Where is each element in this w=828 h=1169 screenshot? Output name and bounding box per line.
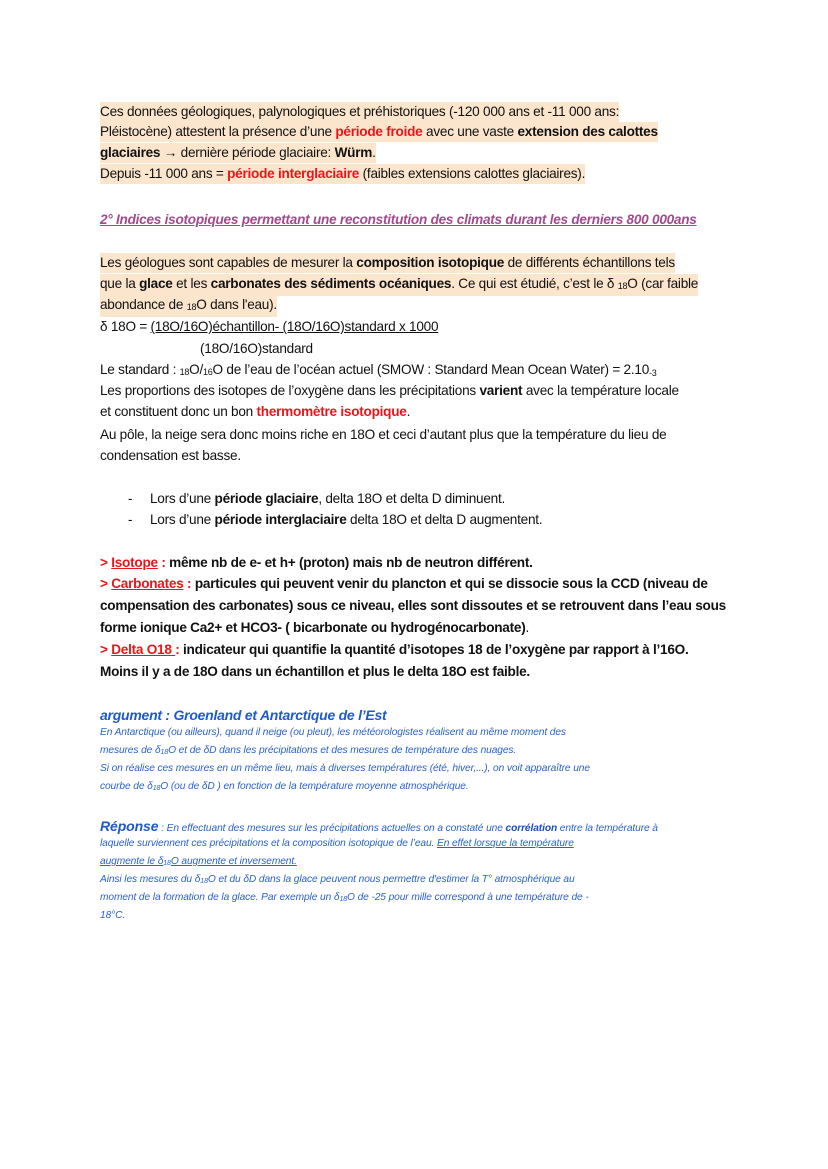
text-run: En Antarctique (ou ailleurs), quand il neige (ou pleut), les météorologistes réalisent au même moment des — [100, 727, 566, 738]
text-run: : En effectuant des mesures sur les précipitations actuelles on a constaté une — [158, 823, 506, 834]
text-line — [100, 274, 698, 296]
text-run: condensation est basse. — [100, 448, 241, 463]
text-line — [100, 574, 708, 594]
text-run: Moins il y a de 18O dans un échantillon et plus le delta 18O est faible. — [100, 664, 530, 679]
text-run: (18O/16O)standard — [200, 341, 313, 356]
text-run: . — [525, 620, 530, 635]
text-run: période interglaciaire — [227, 166, 360, 181]
text-line — [100, 210, 697, 230]
text-run: extension des calottes — [517, 124, 658, 139]
text-run: 18 — [163, 860, 171, 867]
text-run: indicateur qui quantifie la quantité d’isotopes 18 de l’oxygène par rapport à l’16O. — [183, 642, 689, 657]
text-run: 18°C. — [100, 910, 126, 921]
text-run: > — [100, 555, 112, 570]
text-line — [100, 890, 589, 908]
text-line — [100, 618, 529, 638]
text-run: . — [406, 404, 411, 419]
text-line — [100, 402, 410, 422]
text-run: courbe de δ — [100, 781, 153, 792]
text-run: 18 — [200, 878, 208, 885]
text-run: 18 — [160, 749, 169, 756]
text-run: particules qui peuvent venir du plancton et qui se dissocie sous la CCD (niveau de — [194, 576, 708, 591]
text-run: Isotope — [111, 555, 158, 570]
section-heading: 2° Indices isotopiques permettant une reconstitution des climats durant les derniers 800 000ans — [100, 212, 697, 227]
text-run: abondance de — [100, 297, 187, 312]
text-run: (faibles extensions calottes glaciaires). — [359, 166, 586, 181]
text-line — [100, 854, 297, 872]
text-line — [200, 339, 313, 359]
argument-heading: argument : Groenland et Antarctique de l’Est — [100, 707, 387, 723]
text-line — [100, 743, 516, 761]
text-run: δ 18O = — [100, 319, 151, 334]
text-run: Carbonates — [111, 576, 184, 591]
text-run: Le standard : — [100, 362, 180, 377]
text-line — [100, 596, 726, 616]
bullet-dash: - — [128, 512, 133, 527]
bullet-item — [128, 510, 543, 530]
text-run: et les — [172, 276, 211, 291]
text-run: 16 — [203, 367, 213, 377]
text-line — [100, 164, 585, 184]
text-run: O de -25 pour mille correspond à une température de - — [347, 892, 589, 903]
text-run: composition isotopique — [356, 255, 505, 270]
text-run: thermomètre isotopique — [256, 404, 407, 419]
text-line — [100, 908, 125, 924]
text-run: 18 — [339, 896, 348, 903]
text-run: Lors d’une — [150, 512, 215, 527]
text-line — [100, 553, 533, 573]
response-label: Réponse — [100, 818, 159, 834]
text-line — [100, 818, 658, 837]
text-line — [100, 872, 575, 890]
text-line — [100, 779, 469, 797]
text-run: Au pôle, la neige sera donc moins riche en 18O et ceci d’autant plus que la température du lieu de — [100, 427, 667, 442]
bullet-item — [128, 489, 506, 509]
text-run: , delta 18O et delta D diminuent. — [318, 491, 506, 506]
text-run: compensation des carbonates) sous ce niveau, elles sont dissoutes et se retrouvent dans l’eau sous — [100, 598, 726, 613]
text-run: varient — [479, 383, 523, 398]
text-line — [100, 143, 376, 163]
text-run: Ainsi les mesures du δ — [100, 874, 201, 885]
text-line — [100, 662, 530, 682]
text-line — [100, 705, 386, 726]
text-run: Ces données géologiques, palynologiques et préhistoriques (-120 000 ans et -11 000 ans: — [100, 104, 620, 119]
text-run: → dernière période glaciaire: — [160, 145, 335, 160]
text-line — [100, 317, 438, 337]
text-run: > — [100, 576, 112, 591]
text-line — [100, 446, 241, 466]
text-line — [100, 725, 566, 741]
text-run: et constituent donc un bon — [100, 404, 257, 419]
text-run: O et de δD dans les précipitations et des mesures de température des nuages. — [168, 745, 517, 756]
text-run: forme ionique Ca2+ et HCO3- ( bicarbonate ou hydrogénocarbonate) — [100, 620, 526, 635]
text-run: O/ — [189, 362, 204, 377]
text-run: delta 18O et delta D augmentent. — [346, 512, 543, 527]
text-run: Lors d’une — [150, 491, 215, 506]
text-run: 18 — [617, 281, 628, 291]
text-run: avec la température locale — [522, 383, 679, 398]
text-run: corrélation — [505, 823, 558, 834]
text-line — [100, 425, 666, 445]
text-line — [100, 761, 590, 777]
text-run: mesures de δ — [100, 745, 161, 756]
text-run: O (ou de δD ) en fonction de la température moyenne atmosphérique. — [160, 781, 469, 792]
text-run: de différents échantillons tels — [504, 255, 675, 270]
text-run: Pléistocène) attestent la présence d’une — [100, 124, 336, 139]
text-run: moment de la formation de la glace. Par exemple un δ — [100, 892, 340, 903]
text-run: En effet lorsque la température — [437, 838, 574, 849]
text-line — [100, 381, 679, 401]
text-run: 18 — [179, 367, 190, 377]
text-run: glace — [139, 276, 173, 291]
text-run: avec une vaste — [422, 124, 518, 139]
text-line — [100, 836, 574, 852]
text-run: Les proportions des isotopes de l’oxygène dans les précipitations — [100, 383, 480, 398]
text-run: 18 — [186, 302, 197, 312]
text-run: entre la température à — [557, 823, 658, 834]
text-run: : — [157, 555, 170, 570]
text-run: carbonates des sédiments océaniques — [210, 276, 452, 291]
text-run: période interglaciaire — [214, 512, 347, 527]
text-line — [100, 102, 619, 122]
text-run: : — [175, 642, 184, 657]
text-run: O et du δD dans la glace peuvent nous permettre d'estimer la T° atmosphérique au — [207, 874, 575, 885]
text-run: -3 — [649, 368, 657, 378]
text-run: augmente le δ — [100, 856, 164, 867]
text-run: Les géologues sont capables de mesurer la — [100, 255, 357, 270]
bullet-dash: - — [128, 491, 133, 506]
text-run: Würm — [334, 145, 373, 160]
text-line — [100, 360, 657, 383]
text-run: laquelle surviennent ces précipitations et la composition isotopique de l’eau. — [100, 838, 437, 849]
text-run: O augmente et inversement. — [170, 856, 297, 867]
text-run: 18 — [152, 785, 161, 792]
text-run: : — [183, 576, 195, 591]
text-run: > — [100, 642, 112, 657]
text-run: que la — [100, 276, 140, 291]
text-run: période glaciaire — [214, 491, 319, 506]
text-run: Delta O18 — [111, 642, 176, 657]
text-line — [100, 295, 277, 317]
text-run: O (car faible — [627, 276, 699, 291]
text-line — [100, 253, 675, 273]
text-run: . — [372, 145, 376, 160]
text-run: O de l’eau de l’océan actuel (SMOW : Standard Mean Ocean Water) = 2.10 — [212, 362, 650, 377]
text-line — [100, 122, 658, 142]
text-run: O dans l'eau). — [196, 297, 277, 312]
text-run: Si on réalise ces mesures en un même lieu, mais à diverses températures (été, hiver,...), on voit apparaître une — [100, 763, 590, 774]
text-run: Depuis -11 000 ans = — [100, 166, 228, 181]
text-run: (18O/16O)échantillon- (18O/16O)standard x 1000 — [150, 319, 439, 334]
text-line — [100, 640, 689, 660]
text-run: même nb de e- et h+ (proton) mais nb de neutron différent. — [169, 555, 533, 570]
text-run: glaciaires — [100, 145, 161, 160]
text-run: . Ce qui est étudié, c’est le δ — [451, 276, 618, 291]
text-run: période froide — [335, 124, 423, 139]
